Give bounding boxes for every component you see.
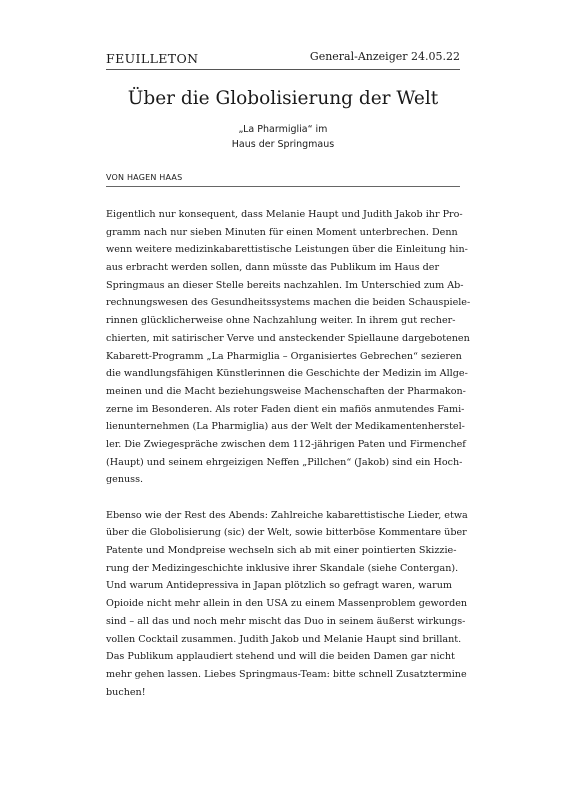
paragraph-line: rinnen glücklicherweise ohne Nachzahlung weiter. In ihrem gut recher- <box>106 315 456 327</box>
article-subtitle <box>106 122 460 152</box>
paragraph-line: Das Publikum applaudiert stehend und will die beiden Damen gar nicht <box>106 651 455 663</box>
subtitle-line: Haus der Springmaus <box>231 139 335 150</box>
paragraph-line: rung der Medizingeschichte inklusive ihrer Skandale (siehe Contergan). <box>106 562 459 574</box>
paragraph-line: ler. Die Zwiegespräche zwischen dem 112-jährigen Paten und Firmenchef <box>106 438 466 450</box>
paragraph-line: gramm nach nur sieben Minuten für einen Moment unterbrechen. Denn <box>106 226 458 238</box>
paragraph-line: genuss. <box>106 474 144 486</box>
issue-label: General-Anzeiger 24.05.22 <box>309 50 460 63</box>
paragraph-line: Patente und Mondpreise wechseln sich ab mit einer pointierten Skizzie- <box>106 545 457 557</box>
paragraph-line: vollen Cocktail zusammen. Judith Jakob und Melanie Haupt sind brillant. <box>106 633 462 645</box>
article-body <box>106 206 471 701</box>
paragraph-line: chierten, mit satirischer Verve und ansteckender Spiellaune dargebotenen <box>106 332 470 344</box>
paragraph-line: mehr gehen lassen. Liebes Springmaus-Team: bitte schnell Zusatztermine <box>106 668 467 680</box>
paragraph-line: Eigentlich nur konsequent, dass Melanie Haupt und Judith Jakob ihr Pro- <box>106 209 463 220</box>
paragraph-line: meinen und die Macht beziehungsweise Machenschaften der Pharmakon- <box>106 385 466 397</box>
paragraph-line: Ebenso wie der Rest des Abends: Zahlreiche kabarettistische Lieder, etwa <box>106 509 468 521</box>
paragraph-line: wenn weitere medizinkabarettistische Leistungen über die Einleitung hin- <box>106 244 468 256</box>
article-paragraph <box>106 206 471 489</box>
article-title: Über die Globolisierung der Welt <box>127 88 439 109</box>
paragraph-line: über die Globolisierung (sic) der Welt, sowie bitterböse Kommentare über <box>106 527 467 539</box>
paragraph-line: aus erbracht werden sollen, dann müsste das Publikum im Haus der <box>106 262 440 274</box>
subtitle-line: „La Pharmiglia“ im <box>238 124 328 135</box>
paragraph-line: rechnungswesen des Gesundheitssystems machen die beiden Schauspiele- <box>106 297 471 309</box>
paragraph-line: buchen! <box>106 686 146 698</box>
paragraph-line: lienunternehmen (La Pharmiglia) aus der Welt der Medikamentenherstel- <box>106 421 465 433</box>
paragraph-line: sind – all das und noch mehr mischt das Duo in seinem äußerst wirkungs- <box>106 615 466 627</box>
paragraph-line: Opioide nicht mehr allein in den USA zu einem Massenproblem geworden <box>106 598 468 610</box>
section-label: FEUILLETON <box>106 51 199 66</box>
page-header <box>106 47 460 70</box>
paragraph-line: die wandlungsfähigen Künstlerinnen die Geschichte der Medizin im Allge- <box>106 368 468 380</box>
paragraph-line: Kabarett-Programm „La Pharmiglia – Organisiertes Gebrechen“ sezieren <box>106 350 462 362</box>
paragraph-line: (Haupt) und seinem ehrgeizigen Neffen „Pillchen“ (Jakob) sind ein Hoch- <box>106 456 463 468</box>
paragraph-line: Springmaus an dieser Stelle bereits nachzahlen. Im Unterschied zum Ab- <box>106 279 464 291</box>
paragraph-line: zerne im Besonderen. Als roter Faden dient ein mafiös anmutendes Fami- <box>106 403 465 415</box>
article-paragraph <box>106 507 466 702</box>
paragraph-line: Und warum Antidepressiva in Japan plötzlich so gefragt waren, warum <box>106 580 452 592</box>
byline: VON HAGEN HAAS <box>106 173 460 187</box>
